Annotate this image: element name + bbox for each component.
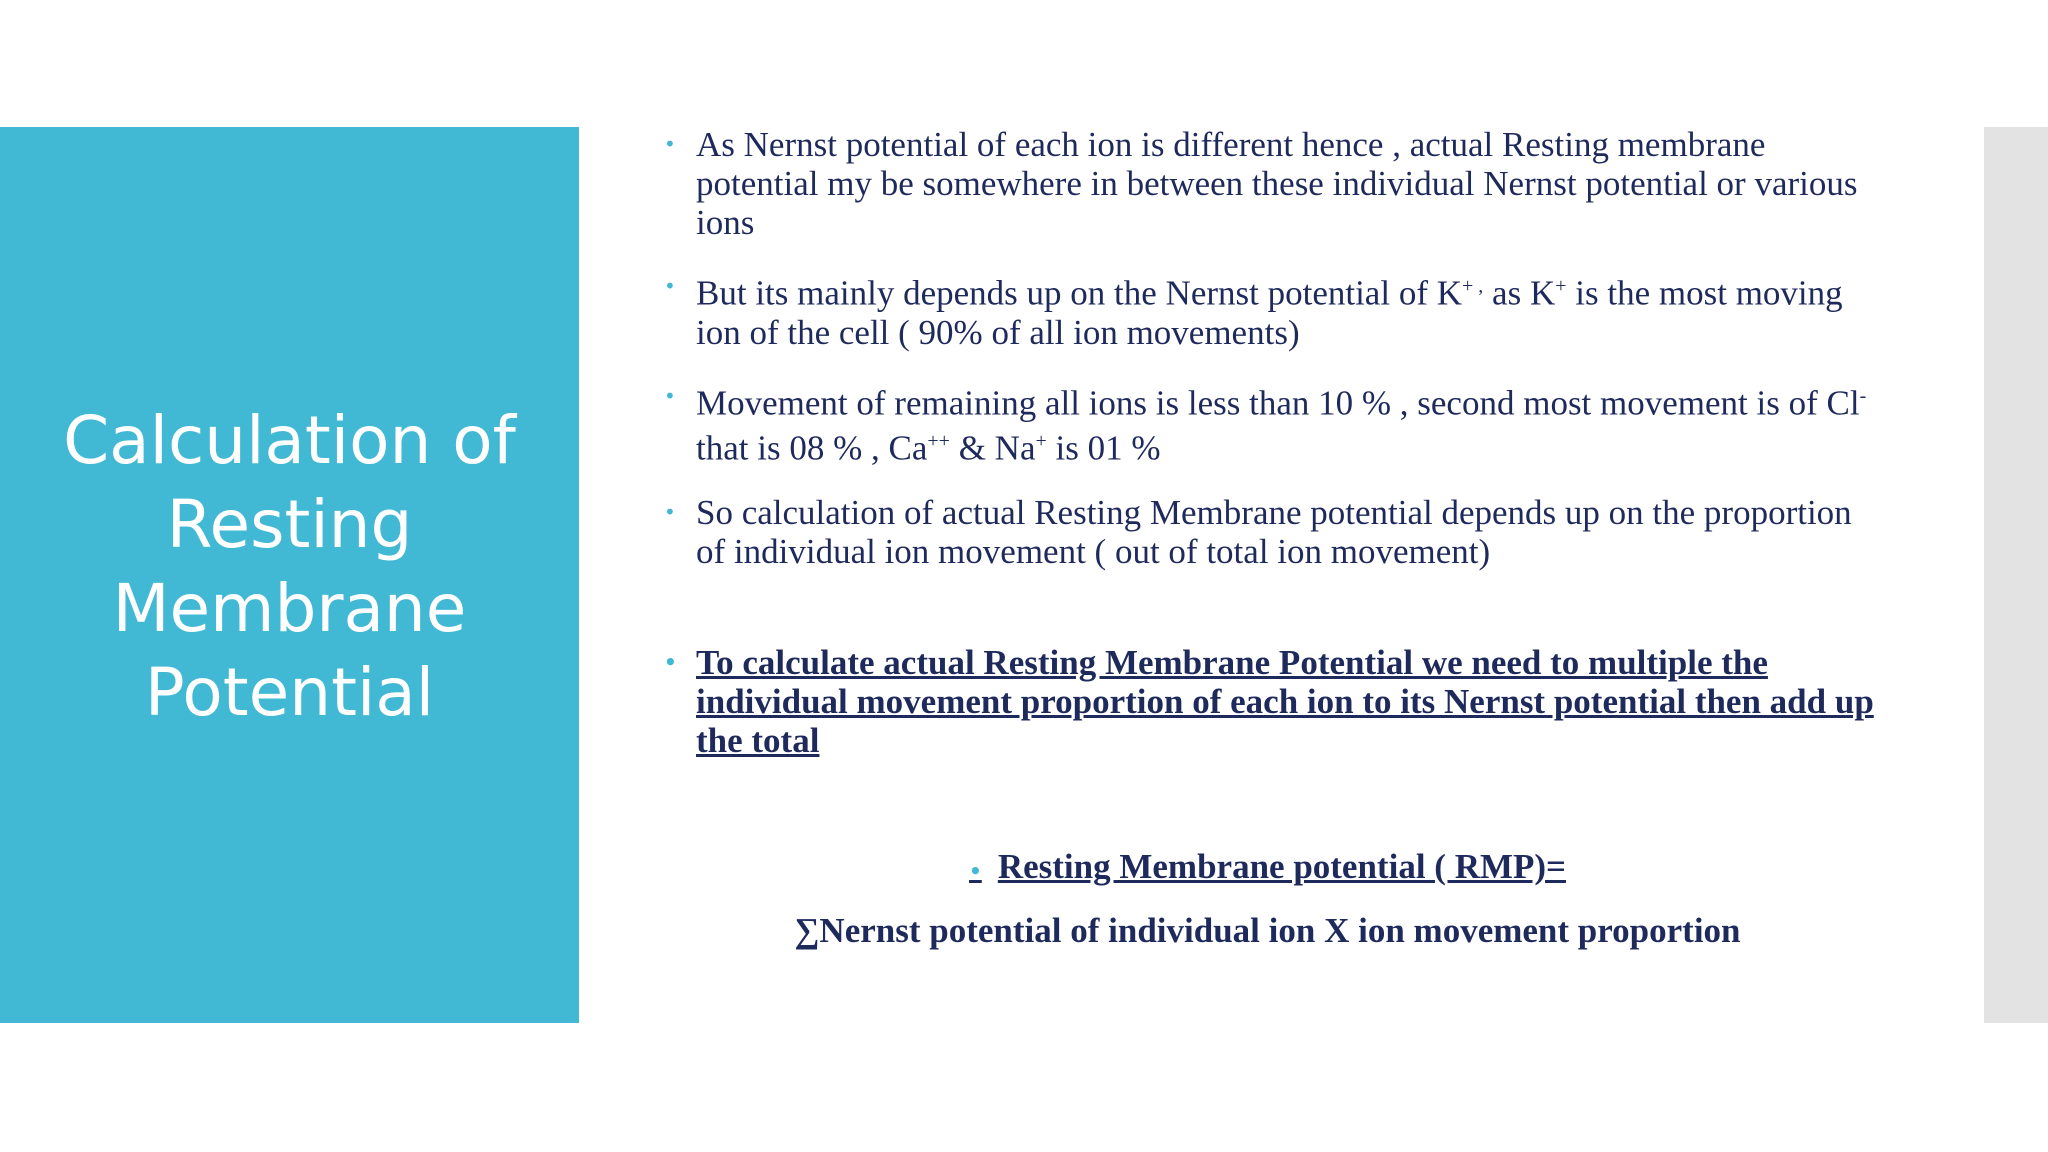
bullet-text: Movement of remaining all ions is less than 10 % , second most movement is of Cl [696, 383, 1860, 423]
superscript: ++ [927, 430, 950, 453]
bullet-key-method [660, 643, 1875, 760]
right-edge-strip [1984, 127, 2048, 1023]
bullet-text: & Na [949, 428, 1036, 468]
bullet-icon: • [664, 499, 676, 524]
superscript: + , [1462, 275, 1484, 297]
bullet-text: As Nernst potential of each ion is different hence , actual Resting membrane potential my be somewhere in between these individual Nernst potential or various ions [696, 125, 1858, 242]
bullet-text: is 01 % [1046, 428, 1161, 468]
rmp-label-text: Resting Membrane potential ( RMP)= [997, 847, 1566, 886]
bullet-text: that is 08 % , Ca [696, 428, 928, 468]
superscript: + [1035, 430, 1047, 453]
bullet-proportion [660, 493, 1875, 571]
bullet-icon: • [664, 649, 677, 674]
bullet-text: So calculation of actual Resting Membrane potential depends up on the proportion of individual ion movement ( out of total ion movement) [696, 492, 1852, 571]
bullet-icon: • [664, 132, 676, 156]
rmp-formula: ∑Nernst potential of individual ion X ion movement proportion [794, 911, 1741, 950]
rmp-label [660, 847, 1875, 887]
superscript: - [1859, 384, 1867, 407]
superscript: + [1555, 275, 1567, 297]
bullet-nernst-difference [660, 125, 1875, 242]
bullet-text: To calculate actual Resting Membrane Potential we need to multiple the individual movement proportion of each ion to its Nernst potential then add up the total [696, 642, 1874, 760]
bullet-icon: • [664, 383, 676, 408]
bullet-text: as K [1483, 273, 1556, 313]
slide-title: Calculation of Resting Membrane Potential [63, 401, 516, 731]
bullet-icon: • [664, 274, 676, 298]
bullet-text: is the most moving ion of the cell ( 90% of all ion movements) [696, 273, 1843, 352]
bullet-potassium [660, 267, 1875, 352]
bullet-other-ions [660, 377, 1875, 468]
bullet-icon: • [969, 859, 982, 883]
title-panel [0, 127, 579, 1023]
bullet-text: But its mainly depends up on the Nernst potential of K [696, 273, 1463, 313]
bullet-list [660, 125, 1875, 760]
slide-content [660, 125, 1875, 1005]
